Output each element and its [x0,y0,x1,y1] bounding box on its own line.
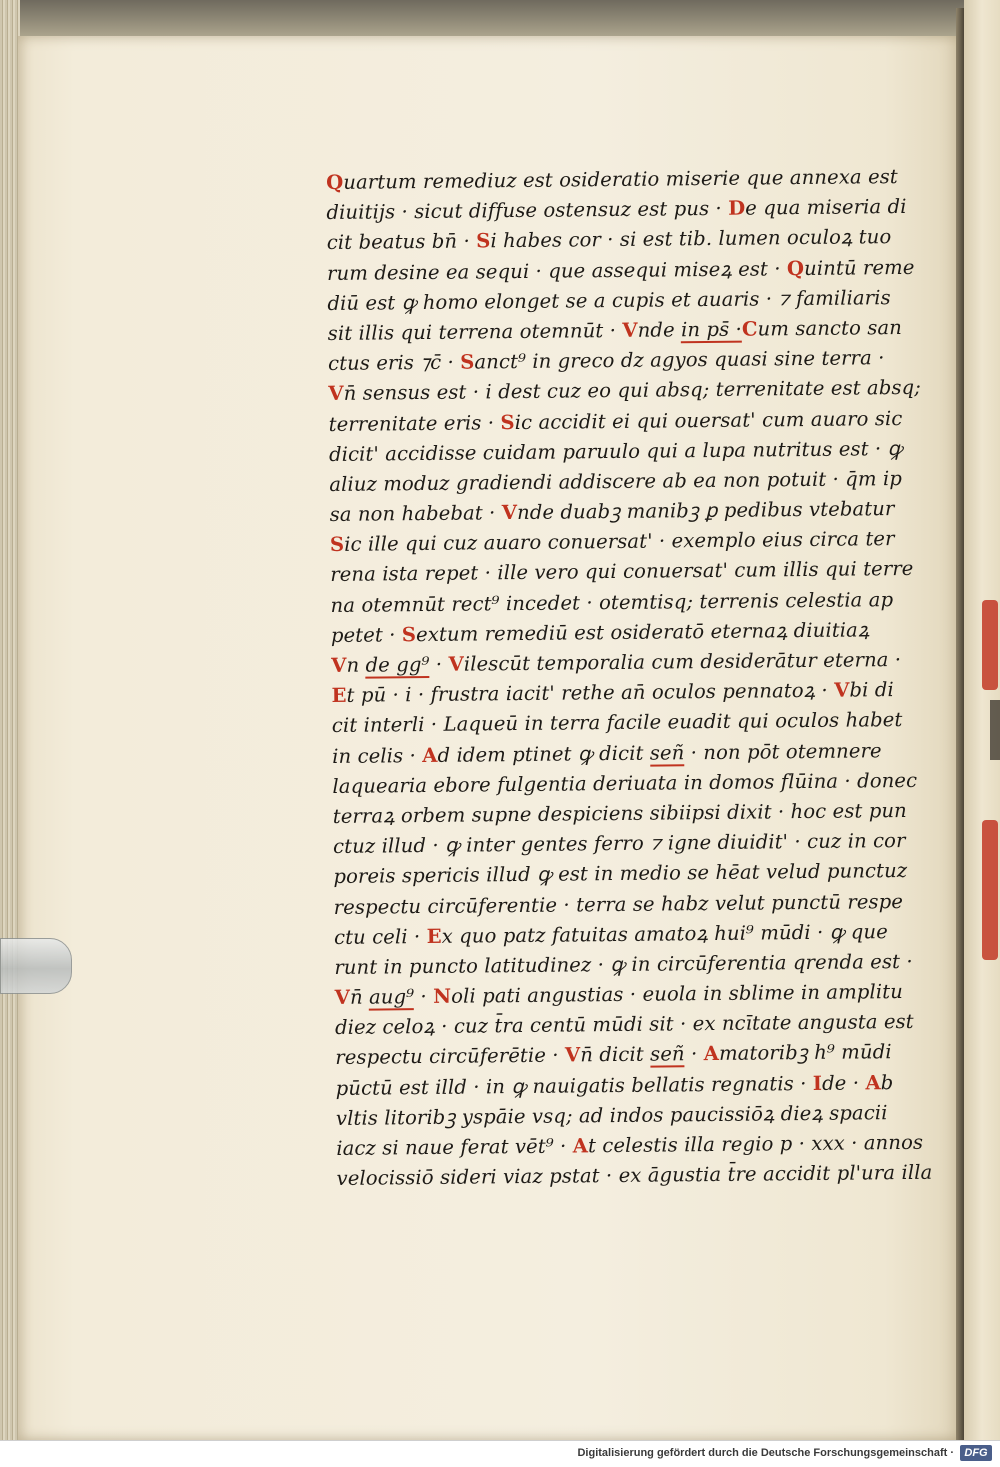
text-segment: e qua miseria di [745,195,907,220]
text-segment: rum desine ea sequi · que assequi miseꝝ est · [326,256,788,285]
text-segment: respectu circūferentie · terra se habz velut punctū respe [333,889,904,919]
rubricated-initial: V [334,985,351,1010]
text-segment: ic ille qui cuz auaro conuersat' · exemplo eius circa ter [344,527,895,557]
text-segment: respectu circūferētie · [335,1043,566,1070]
text-segment: ctuz illud · ꝙ inter gentes ferro ⁊ igne diuidit' · cuz in cor [332,829,906,859]
text-segment: n̄ [349,985,370,1009]
rubricated-initial: V [564,1043,581,1067]
incunable-text-block [326,162,933,1194]
text-segment: na otemnūt rect⁹ incedet · otemtisq; terrenis celestia ap [330,587,894,617]
text-segment: ctu celi · [333,924,427,949]
text-segment: rena ista repet · ille vero qui conuersat' cum illis qui terre [330,557,914,587]
text-segment: sa non habebat · [329,501,502,527]
text-segment: pūctū est illd · in ꝙ nauigatis bellatis regnatis · [335,1071,813,1100]
text-segment: laquearia ebore fulgentia deriuata in domos flūina · donec [332,768,918,798]
rubricated-initial: V [328,382,344,406]
rubricated-initial: V [834,678,850,702]
rubricated-initial: V [331,653,347,677]
underlined-reference: de gg⁹ [365,652,430,677]
text-segment: nde [637,318,682,342]
text-segment: uartum remediuz est osideratio miserie que annexa est [343,165,898,194]
rubricated-initial: S [329,533,345,557]
text-segment: extum remediū est osideratō eternaꝝ diuitiaꝝ [415,618,870,646]
text-segment: ilescūt temporalia cum desiderātur eterna · [463,648,902,676]
text-segment: runt in puncto latitudinez · ꝙ in circūferentia qrenda est · [334,949,913,979]
rubricated-initial: A [572,1134,589,1158]
text-segment: b [880,1070,894,1094]
rubricated-initial: S [460,350,475,374]
rubricated-initial: C [741,317,758,341]
text-segment: cit beatus bn̄ · [326,229,477,255]
text-segment: anct⁹ in greco dz agyos quasi sine terra · [474,346,885,374]
underlined-reference: señ [649,740,685,765]
underlined-reference: señ [649,1042,685,1067]
text-segment: x quo patz fatuitas amatoꝝ hui⁹ mūdi · ꝙ que [441,919,888,948]
text-segment: oli pati angustias · euola in sblime in amplitu [451,980,903,1008]
ink-mark [990,700,1000,760]
text-segment: bi di [849,678,894,702]
page-stack-edge [0,0,20,1440]
rubricated-initial: Q [326,170,344,194]
rubricated-initial: N [433,984,452,1008]
rubricated-initial: E [426,924,442,948]
page-holder-clip [0,938,72,994]
rubricated-initial: S [500,410,515,434]
text-line [336,1158,933,1194]
text-segment: uintū reme [803,255,915,280]
rubricated-initial: A [703,1042,720,1066]
rubricated-initial: D [728,196,746,220]
text-segment: iacz si naue ferat vēt⁹ · [336,1134,573,1160]
text-segment: · [429,652,449,676]
text-segment: um sancto san [757,315,903,341]
text-segment: ctus eris ⁊c̄ · [327,350,461,376]
funding-credit: Digitalisierung gefördert durch die Deutsche Forschungsgemeinschaft · [577,1447,954,1459]
dfg-logo: DFG [960,1445,992,1461]
text-segment: petet · [330,623,402,647]
facing-page-edge [964,0,1000,1440]
text-segment: · [684,1042,704,1066]
rubricated-initial: A [865,1070,881,1095]
text-segment: t pū · i · frustra iacit' rethe an̄ oculos pennatoꝝ · [346,678,835,708]
footer-bar [0,1440,1000,1467]
text-segment: · non pōt otemnere [684,738,882,764]
rubricated-initial: V [501,501,518,525]
text-segment: poreis spericis illud ꝙ est in medio se hēat velud punctuz [333,859,908,889]
text-segment: t celestis illa regio p · xxx · annos [587,1130,924,1158]
text-segment: n̄ dicit [580,1043,651,1067]
rubricated-initial: S [401,622,417,647]
rubric-mark [982,600,998,690]
text-segment: in celis · [332,743,423,768]
text-segment: nde duabꝫ manibꝫ ꝑ pedibus vtebatur [516,497,895,525]
rubricated-initial: A [422,743,438,767]
rubricated-initial: V [448,652,464,676]
text-segment: dicit' accidisse cuidam paruulo qui a lupa nutritus est · ꝙ [328,436,903,466]
rubric-mark [982,820,998,960]
text-segment: sit illis qui terrena otemnūt · [327,318,623,345]
text-segment: d idem ptinet ꝙ dicit [437,741,650,767]
text-segment: diez celoꝝ · cuz t̄ra centū mūdi sit · ex ncītate angusta est [334,1010,914,1040]
text-segment: terraꝝ orbem supne despiciens sibiipsi dixit · hoc est pun [332,798,907,828]
rubricated-initial: I [812,1071,823,1095]
book-top-edge [0,0,1000,40]
text-segment: n [346,653,366,677]
text-segment: diuitijs · sicut diffuse ostensuz est pus · [326,196,729,225]
text-segment: · [414,984,434,1009]
underlined-reference: in ps̄ · [680,317,743,342]
text-segment: terrenitate eris · [328,410,501,436]
underlined-reference: aug⁹ [368,985,415,1009]
rubricated-initial: Q [786,256,805,280]
rubricated-initial: E [331,684,347,708]
text-segment: vltis litoribꝫ yspāie vsq; ad indos paucissiōꝝ dieꝝ spacii [335,1100,888,1130]
text-segment: n̄ sensus est · i dest cuz eo qui absq; terrenitate est absq; [343,376,922,406]
text-segment: de · [821,1071,866,1095]
text-segment: i habes cor · si est tib. lumen oculoꝝ tuo [490,225,892,253]
text-segment: ic accidit ei qui ouersat' cum auaro sic [514,406,903,434]
text-segment: diū est ꝙ homo elonget se a cupis et auaris · ⁊ familiaris [327,285,891,315]
text-segment: matoribꝫ h⁹ mūdi [718,1040,892,1066]
text-segment: velocissiō sideri viaz pstat · ex āgustia t̄re accidit pl'ura illa [336,1160,933,1191]
text-segment: cit interli · Laqueū in terra facile euadit qui oculos habet [331,708,903,738]
rubricated-initial: V [622,318,638,342]
rubricated-initial: S [476,229,491,253]
text-segment: aliuz moduz gradiendi addiscere ab ea non potuit · q̄m ip [329,466,903,496]
